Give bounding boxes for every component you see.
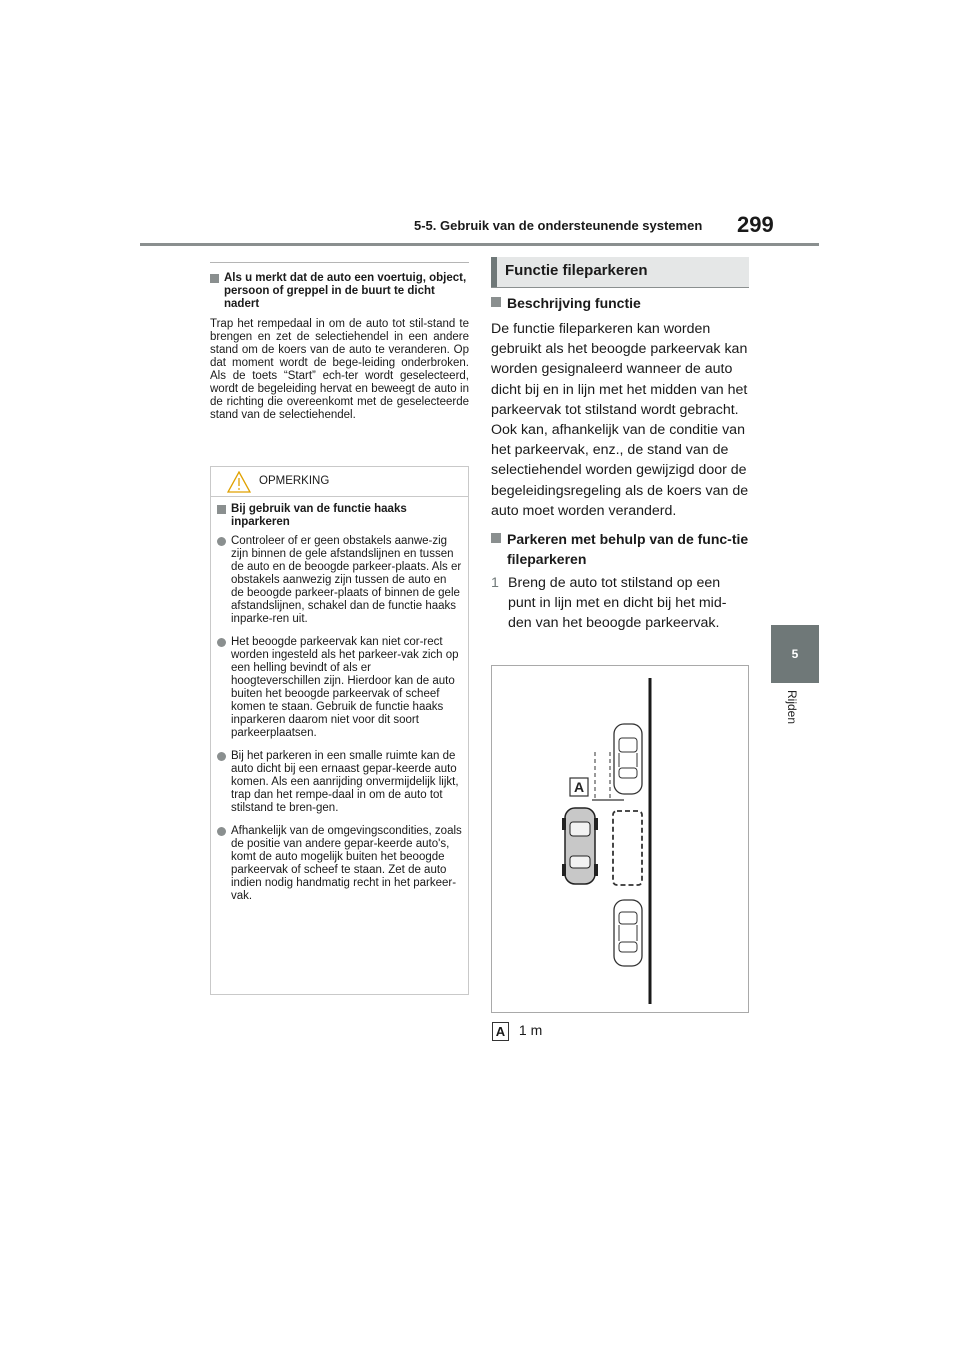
note-bullet-text: Het beoogde parkeervak kan niet cor-rect worden ingesteld als het parkeer-vak zich op een helling bevindt of als er hoogteverschillen zijn. Hierdoor kan de auto buiten het beoogde parkeervak of scheef komen te staan. Gebruik de functie haaks inparkeren daarom niet voor dit soort parkeerplaatsen. bbox=[231, 636, 459, 739]
subheading-text: Parkeren met behulp van de func-tie fileparkeren bbox=[507, 531, 749, 568]
right-column bbox=[491, 293, 749, 634]
parking-diagram bbox=[491, 665, 749, 1013]
step-number: 1 bbox=[491, 575, 499, 592]
note-bullet bbox=[217, 825, 462, 903]
note-bullet-text: Bij het parkeren in een smalle ruimte kan de auto dicht bij een ernaast gepar-keerde auto komen. Als een aanrijding onvermijdelijk lijkt, trap dan het rempe-daal in om de auto tot stilstand te bren-gen. bbox=[231, 750, 459, 814]
note-bullet bbox=[217, 535, 462, 626]
note-heading bbox=[217, 503, 462, 529]
subheading-parking bbox=[491, 529, 749, 569]
parked-car-front bbox=[614, 724, 642, 794]
note-bullet-text: Afhankelijk van de omgevingscondities, zoals de positie van andere gepar-keerde auto's, komt de auto mogelijk buiten het beoogde parkeervak of scheef te staan. Zet de auto indien nodig handmatig recht in het parkeer-vak. bbox=[231, 825, 462, 902]
step-text: Breng de auto tot stilstand op een punt in lijn met en dicht bij het mid-den van het beoogde parkeervak. bbox=[508, 575, 727, 632]
left-column bbox=[210, 264, 469, 422]
square-bullet-icon bbox=[491, 297, 501, 307]
note-title: OPMERKING bbox=[259, 475, 330, 487]
parked-car-rear bbox=[614, 900, 642, 966]
left-paragraph: Trap het rempedaal in om de auto tot stil-stand te brengen en zet de selectiehendel in een andere stand om de koers van de auto te veranderen. Op dat moment wordt de bege-leiding onderbroken. Als de toets “Start” ech-ter wordt geselecteerd, wordt de begeleiding hervat en beweegt de auto in de richting die overeenkomt met de geselecteerde stand van de selectiehendel. bbox=[210, 318, 469, 421]
header-rule bbox=[140, 243, 819, 246]
page-number: 299 bbox=[737, 212, 774, 237]
subheading-description bbox=[491, 293, 749, 313]
step-item bbox=[491, 573, 749, 634]
chapter-tab: 5 bbox=[771, 625, 819, 683]
section-header-bar bbox=[491, 257, 497, 287]
note-body bbox=[211, 497, 468, 903]
parking-diagram-svg bbox=[492, 666, 748, 1012]
note-bullet bbox=[217, 750, 462, 815]
figure-legend bbox=[492, 1022, 542, 1041]
note-heading-text: Bij gebruik van de functie haaks inparkeren bbox=[231, 503, 407, 528]
section-title: Functie fileparkeren bbox=[505, 262, 648, 279]
target-parking-slot bbox=[613, 811, 642, 885]
own-car bbox=[562, 808, 598, 884]
subheading-text: Beschrijving functie bbox=[507, 295, 641, 311]
round-bullet-icon bbox=[217, 752, 226, 761]
note-bullet-text: Controleer of er geen obstakels aanwe-zig zijn binnen de gele afstandslijnen en tussen de auto en de beoogde parkeer-plaats. Als er obstakels aanwezig zijn tussen de auto en de beoogde parkeer-plaats of binnen de gele afstandslijnen, schakel dan de functie haaks inparke-ren uit. bbox=[231, 535, 462, 625]
legend-label-box: A bbox=[492, 1022, 509, 1041]
chapter-label: Rijden bbox=[785, 690, 799, 725]
warning-triangle-icon bbox=[227, 471, 251, 493]
square-bullet-icon bbox=[491, 533, 501, 543]
left-heading bbox=[210, 272, 469, 311]
header-section-title: 5-5. Gebruik van de ondersteunende systemen bbox=[414, 218, 703, 233]
note-header bbox=[211, 467, 468, 497]
figure-label-a: A bbox=[573, 779, 585, 795]
left-top-rule bbox=[210, 262, 469, 263]
note-box bbox=[210, 466, 469, 995]
round-bullet-icon bbox=[217, 537, 226, 546]
round-bullet-icon bbox=[217, 638, 226, 647]
note-bullet bbox=[217, 636, 462, 740]
round-bullet-icon bbox=[217, 827, 226, 836]
square-bullet-icon bbox=[210, 274, 219, 283]
left-heading-text: Als u merkt dat de auto een voertuig, object, persoon of greppel in de buurt te dicht nadert bbox=[224, 272, 467, 310]
section-header bbox=[491, 257, 749, 288]
description-paragraph: De functie fileparkeren kan worden gebruikt als het beoogde parkeervak kan worden gesignaleerd wanneer de auto dicht bij en in lijn met het midden van het parkeervak tot stilstand wordt gebracht. Ook kan, afhankelijk van de conditie van het parkeervak, enz., de stand van de selectiehendel worden gewijzigd door de begeleidingsregeling als de koers van de auto moet worden veranderd. bbox=[491, 321, 749, 519]
square-bullet-icon bbox=[217, 505, 226, 514]
legend-text: 1 m bbox=[518, 1022, 543, 1039]
